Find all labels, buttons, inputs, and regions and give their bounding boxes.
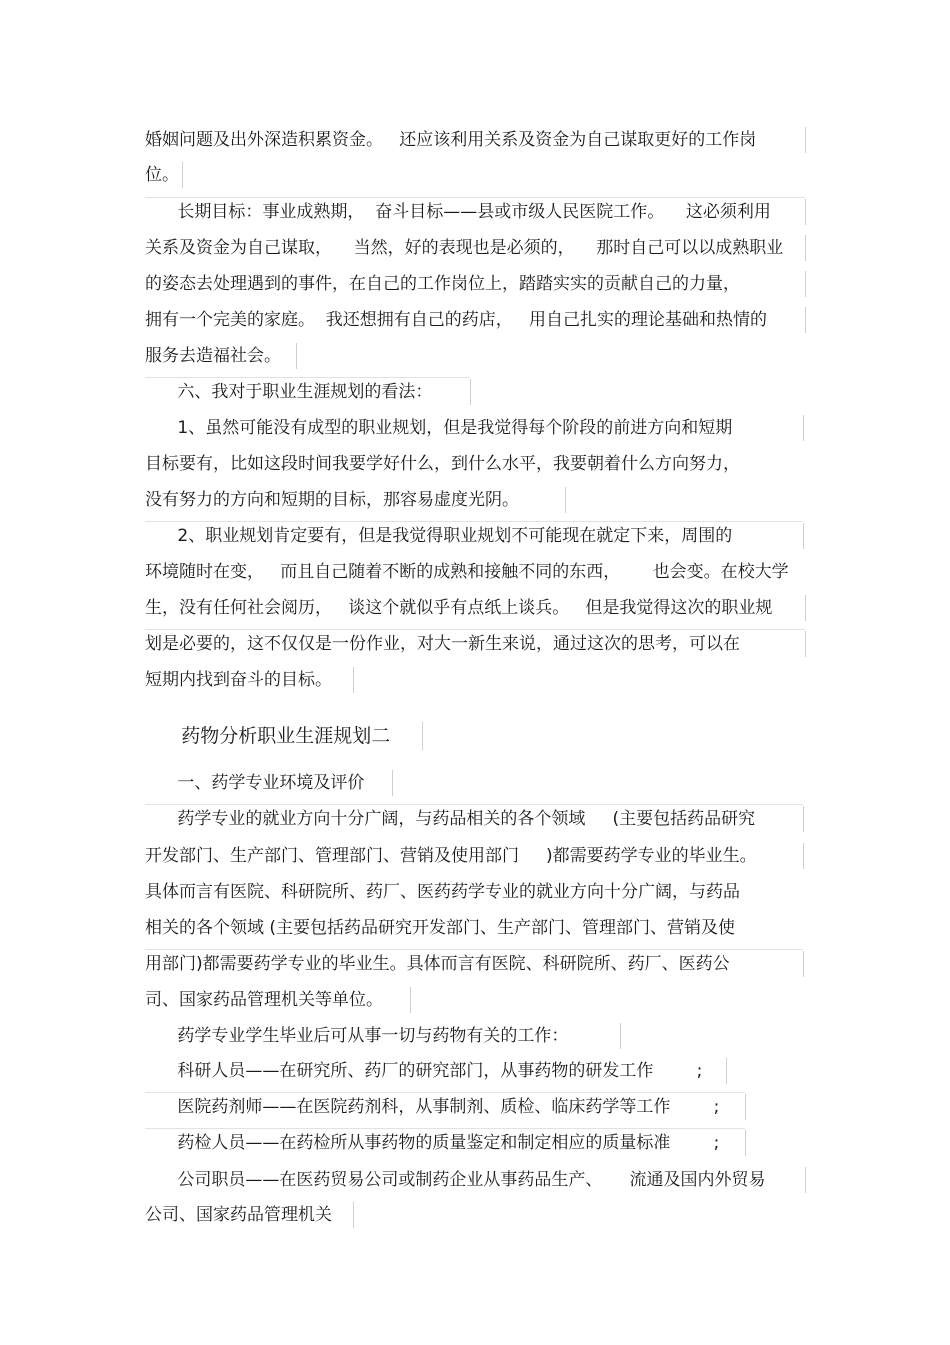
text-line: 目标要有，比如这段时间我要学好什么，到什么水平，我要朝着什么方向努力， — [145, 454, 740, 474]
text-line: 药学专业的就业方向十分广阔，与药品相关的各个领域 (主要包括药品研究 — [145, 809, 756, 829]
section-title: 药物分析职业生涯规划二 — [145, 725, 391, 747]
line-edge-mark — [565, 487, 566, 513]
text-line: 药学专业学生毕业后可从事一切与药物有关的工作： — [145, 1026, 569, 1046]
line-edge-mark — [353, 1202, 354, 1228]
text-line: 环境随时在变， 而且自己随着不断的成熟和接触不同的东西， 也会变。在校大学 — [145, 562, 789, 582]
text-line: 公司、国家药品管理机关 — [145, 1205, 332, 1225]
text-line: 没有努力的方向和短期的目标，那容易虚度光阴。 — [145, 490, 519, 510]
line-edge-mark — [805, 1167, 806, 1193]
line-edge-mark — [745, 1130, 746, 1156]
line-edge-mark — [803, 415, 804, 441]
line-edge-mark — [620, 1023, 621, 1049]
line-edge-mark — [410, 987, 411, 1013]
text-line: 短期内找到奋斗的目标。 — [145, 670, 332, 690]
line-edge-mark — [803, 523, 804, 549]
line-edge-mark — [805, 199, 806, 225]
line-edge-mark — [805, 307, 806, 333]
line-edge-mark — [353, 667, 354, 693]
text-line: 药检人员——在药检所从事药物的质量鉴定和制定相应的质量标准 ; — [145, 1133, 720, 1153]
line-edge-mark — [296, 343, 297, 369]
text-line: 位。 — [145, 165, 179, 185]
text-line: 服务去造福社会。 — [145, 346, 281, 366]
line-edge-mark — [470, 379, 471, 405]
text-line: 具体而言有医院、科研院所、药厂、医药药学专业的就业方向十分广阔，与药品 — [145, 882, 740, 902]
text-line: 的姿态去处理遇到的事件，在自己的工作岗位上，踏踏实实的贡献自己的力量， — [145, 274, 740, 294]
text-line: 公司职员——在医药贸易公司或制药企业从事药品生产、 流通及国内外贸易 — [145, 1170, 766, 1190]
line-edge-mark — [803, 843, 804, 869]
line-edge-mark — [182, 162, 183, 188]
text-line: 六、我对于职业生涯规划的看法： — [145, 382, 433, 402]
line-edge-mark — [745, 1094, 746, 1120]
text-line: 拥有一个完美的家庭。 我还想拥有自己的药店， 用自己扎实的理论基础和热情的 — [145, 310, 768, 330]
text-line: 开发部门、生产部门、管理部门、营销及使用部门 )都需要药学专业的毕业生。 — [145, 846, 757, 866]
text-line: 一、药学专业环境及评价 — [145, 773, 365, 793]
text-line: 科研人员——在研究所、药厂的研究部门，从事药物的研发工作 ; — [145, 1061, 703, 1081]
text-line: 划是必要的，这不仅仅是一份作业，对大一新生来说，通过这次的思考，可以在 — [145, 634, 740, 654]
text-line: 相关的各个领域 (主要包括药品研究开发部门、生产部门、管理部门、营销及使 — [145, 918, 736, 938]
line-edge-mark — [805, 595, 806, 621]
line-edge-mark — [726, 1058, 727, 1084]
text-line: 长期目标：事业成熟期， 奋斗目标——县或市级人民医院工作。 这必须利用 — [145, 202, 771, 222]
text-line: 婚姻问题及出外深造积累资金。 还应该利用关系及资金为自己谋取更好的工作岗 — [145, 130, 757, 150]
line-edge-mark — [805, 127, 806, 153]
line-edge-mark — [805, 235, 806, 261]
text-line: 关系及资金为自己谋取， 当然，好的表现也是必须的， 那时自己可以以成熟职业 — [145, 238, 784, 258]
text-line: 2、职业规划肯定要有，但是我觉得职业规划不可能现在就定下来，周围的 — [145, 526, 733, 546]
line-edge-mark — [805, 271, 806, 297]
text-line: 司、国家药品管理机关等单位。 — [145, 990, 383, 1010]
line-edge-mark — [422, 722, 423, 750]
line-edge-mark — [392, 770, 393, 796]
line-edge-mark — [805, 631, 806, 657]
text-line: 1、虽然可能没有成型的职业规划，但是我觉得每个阶段的前进方向和短期 — [145, 418, 733, 438]
line-edge-mark — [803, 951, 804, 977]
text-line: 用部门)都需要药学专业的毕业生。具体而言有医院、科研院所、药厂、医药公 — [145, 954, 730, 974]
text-line: 医院药剂师——在医院药剂科，从事制剂、质检、临床药学等工作 ; — [145, 1097, 720, 1117]
line-edge-mark — [803, 806, 804, 832]
text-line: 生，没有任何社会阅历， 谈这个就似乎有点纸上谈兵。 但是我觉得这次的职业规 — [145, 598, 773, 618]
